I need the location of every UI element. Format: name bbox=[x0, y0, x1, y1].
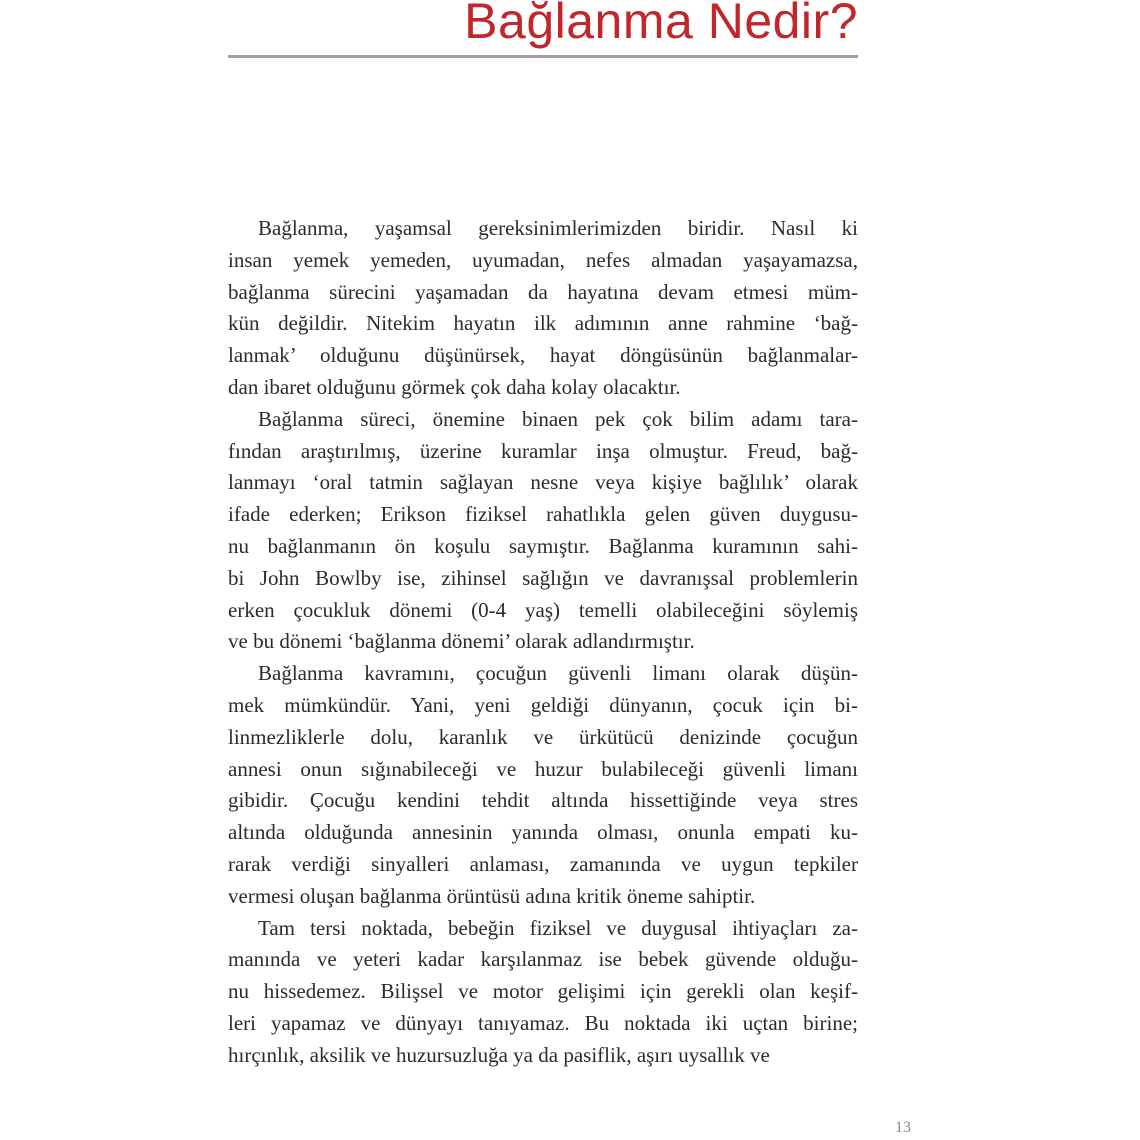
text-line: lanmak’ olduğunu düşünürsek, hayat döngüsünün bağlanmalar- bbox=[228, 343, 858, 368]
text-line: manında ve yeteri kadar karşılanmaz ise bebek güvende olduğu- bbox=[228, 947, 858, 972]
text-line: annesi onun sığınabileceği ve huzur bulabileceği güvenli limanı bbox=[228, 756, 858, 781]
text-line: dan ibaret olduğunu görmek çok daha kolay olacaktır. bbox=[228, 374, 681, 399]
text-line: vermesi oluşan bağlanma örüntüsü adına kritik öneme sahiptir. bbox=[228, 883, 756, 908]
text-line: kün değildir. Nitekim hayatın ilk adımının anne rahmine ‘bağ- bbox=[228, 311, 858, 336]
text-line: mek mümkündür. Yani, yeni geldiği dünyanın, çocuk için bi- bbox=[228, 692, 858, 717]
body-text bbox=[228, 213, 858, 1072]
text-line: linmezliklerle dolu, karanlık ve ürkütücü denizinde çocuğun bbox=[228, 724, 858, 749]
text-line: nu hissedemez. Bilişsel ve motor gelişimi için gerekli olan keşif- bbox=[228, 979, 858, 1004]
text-line: leri yapamaz ve dünyayı tanıyamaz. Bu noktada iki uçtan birine; bbox=[228, 1010, 858, 1035]
text-line: Bağlanma süreci, önemine binaen pek çok bilim adamı tara- bbox=[258, 406, 858, 431]
text-line: bağlanma sürecini yaşamadan da hayatına devam etmesi müm- bbox=[228, 279, 858, 304]
text-line: Bağlanma kavramını, çocuğun güvenli limanı olarak düşün- bbox=[258, 661, 858, 686]
text-line: gibidir. Çocuğu kendini tehdit altında hissettiğinde veya stres bbox=[228, 788, 858, 813]
text-line: erken çocukluk dönemi (0-4 yaş) temelli olabileceğini söylemiş bbox=[228, 597, 858, 622]
text-line: insan yemek yemeden, uyumadan, nefes almadan yaşayamazsa, bbox=[228, 247, 858, 272]
text-line: Bağlanma, yaşamsal gereksinimlerimizden biridir. Nasıl ki bbox=[258, 216, 858, 240]
page-title: Bağlanma Nedir? bbox=[464, 0, 858, 49]
text-line: nu bağlanmanın ön koşulu saymıştır. Bağlanma kuramının sahi- bbox=[228, 533, 858, 558]
text-line: Tam tersi noktada, bebeğin fiziksel ve duygusal ihtiyaçları za- bbox=[258, 915, 858, 940]
text-line: ve bu dönemi ‘bağlanma dönemi’ olarak adlandırmıştır. bbox=[228, 629, 695, 654]
title-rule bbox=[228, 55, 858, 58]
text-line: fından araştırılmış, üzerine kuramlar inşa olmuştur. Freud, bağ- bbox=[228, 438, 858, 463]
text-line: lanmayı ‘oral tatmin sağlayan nesne veya kişiye bağlılık’ olarak bbox=[228, 470, 858, 495]
text-line: hırçınlık, aksilik ve huzursuzluğa ya da pasiflik, aşırı uysallık ve bbox=[228, 1042, 770, 1067]
page-number: 13 bbox=[895, 1119, 911, 1136]
text-line: bi John Bowlby ise, zihinsel sağlığın ve davranışsal problemlerin bbox=[228, 565, 858, 590]
text-line: rarak verdiği sinyalleri anlaması, zamanında ve uygun tepkiler bbox=[228, 851, 858, 876]
text-line: ifade ederken; Erikson fiziksel rahatlıkla gelen güven duygusu- bbox=[228, 502, 858, 527]
text-line: altında olduğunda annesinin yanında olması, onunla empati ku- bbox=[228, 820, 858, 845]
